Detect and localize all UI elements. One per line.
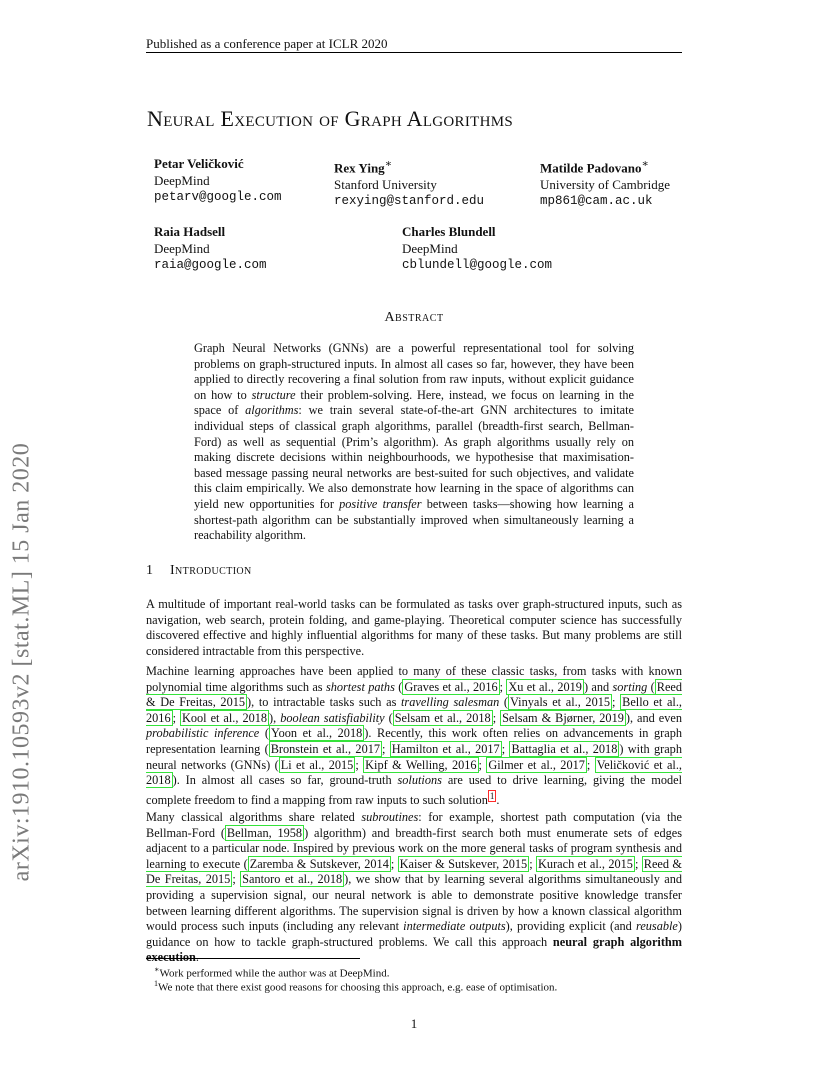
footnote-text: Work performed while the author was at DeepMind.	[159, 967, 390, 980]
author-email[interactable]: rexying@stanford.edu	[334, 194, 485, 209]
author-name: Matilde Padovano	[540, 160, 642, 176]
author-affiliation: DeepMind	[402, 240, 458, 256]
citation-link[interactable]: Veličković et al., 2018	[146, 757, 682, 788]
author-email[interactable]: mp861@cam.ac.uk	[540, 194, 653, 209]
author-affiliation: DeepMind	[154, 172, 210, 188]
citation-link[interactable]: Li et al., 2015	[280, 757, 354, 772]
author-mark: ∗	[384, 158, 393, 170]
author-name-line	[540, 156, 670, 177]
author-name-line	[334, 156, 484, 177]
author-email[interactable]: cblundell@google.com	[402, 258, 553, 272]
author-name: Rex Ying	[334, 160, 385, 176]
author-name: Raia Hadsell	[154, 224, 226, 239]
citation-link[interactable]: Kaiser & Sutskever, 2015	[399, 856, 528, 871]
section-title: Introduction	[170, 563, 252, 578]
abstract-text: Graph Neural Networks (GNNs) are a powerful representational tool for solving problems on graph-structured inputs. In almost all cases so far, however, they have been applied to directly recovering a final solution from raw inputs, without explicit guidance on how to structure their problem-solving. Here, instead, we focus on learning in the space of algorithms: we train several state-of-the-art GNN architectures to imitate individual steps of classical graph algorithms, parallel (breadth-first search, Bellman-Ford) as well as sequential (Prim’s algorithm). As graph algorithms usually rely on making discrete decisions within neighbourhoods, we hypothesise that maximisation-based message passing neural networks are best-suited for such objectives, and validate this claim empirically. We also demonstrate how learning in the space of algorithms can yield new opportunities for positive transfer between tasks—showing how learning a shortest-path algorithm can be substantially improved when simultaneously learning a reachability algorithm.	[194, 341, 635, 543]
author-name: Petar Veličković	[154, 156, 244, 171]
citation-link[interactable]: Reed & De Freitas, 2015	[146, 679, 683, 710]
citation-link[interactable]: Zaremba & Sutskever, 2014	[249, 856, 389, 871]
author-mark: ∗	[641, 158, 649, 170]
author-email[interactable]: raia@google.com	[154, 258, 267, 272]
citation-link[interactable]: Vinyals et al., 2015	[510, 695, 611, 710]
author-affiliation: Stanford University	[334, 176, 437, 192]
footnote-rule	[146, 958, 360, 959]
footnote-link[interactable]: 1	[489, 790, 495, 801]
arxiv-stamp-text: arXiv:1910.10593v2 [stat.ML] 15 Jan 2020	[8, 442, 35, 882]
citation-link[interactable]: Kipf & Welling, 2016	[365, 757, 477, 772]
citation-link[interactable]: Santoro et al., 2018	[242, 872, 343, 887]
footnote-mark: 1	[154, 979, 158, 988]
citation-link[interactable]: Kurach et al., 2015	[538, 856, 633, 871]
footnote	[154, 977, 557, 995]
intro-paragraph-3: Many classical algorithms share related subroutines: for example, shortest path computation (via the Bellman-Ford ( Bellman, 1958 ) algorithm) and breadth-first search both must enumerate sets of edges adjacent to a particular node. Inspired by previous work on the more general tasks of program synthesis and learning to execute ( Zaremba & Sutskever, 2014 ; Kaiser & Sutskever, 2015 ; Kurach et al., 2015 ; Reed & De Freitas, 2015 ; Santoro et al., 2018 ), we show that by learning several algorithms simultaneously and providing a supervision signal, our neural network is able to demonstrate positive knowledge transfer between learning different algorithms. The supervision signal is driven by how a known classical algorithm would process such inputs (including any relevant intermediate outputs), providing explicit (and reusable) guidance on how to tackle graph-structured problems. We call this approach neural graph algorithm execution.	[146, 810, 683, 965]
running-header: Published as a conference paper at ICLR 2020	[146, 36, 388, 51]
citation-link[interactable]: Bronstein et al., 2017	[270, 741, 381, 756]
citation-link[interactable]: Yoon et al., 2018	[270, 726, 363, 741]
author-block	[334, 156, 484, 210]
paper-title: Neural Execution of Graph Algorithms	[147, 106, 514, 131]
intro-paragraph-1: A multitude of important real-world tasks can be formulated as tasks over graph-structured inputs, such as navigation, web search, protein folding, and game-playing. Theoretical computer science has successfully discovered effective and highly influential algorithms for many of these tasks. But many problems are still considered intractable from this perspective.	[146, 597, 682, 658]
citation-link[interactable]: Gilmer et al., 2017	[488, 757, 585, 772]
citation-link[interactable]: Selsam et al., 2018	[394, 710, 491, 725]
citation-link[interactable]: Hamilton et al., 2017	[391, 741, 500, 756]
citation-link[interactable]: Bello et al., 2016	[146, 695, 682, 725]
citation-link[interactable]: Reed & De Freitas, 2015	[146, 856, 682, 887]
citation-link[interactable]: Bellman, 1958	[226, 825, 303, 840]
footnote-text: We note that there exist good reasons for choosing this approach, e.g. ease of optimisation.	[158, 981, 558, 994]
citation-link[interactable]: Xu et al., 2019	[508, 679, 582, 694]
citation-link[interactable]: Kool et al., 2018	[182, 710, 268, 725]
abstract-heading: Abstract	[384, 310, 444, 325]
author-name: Charles Blundell	[402, 224, 496, 239]
author-block	[402, 224, 552, 274]
citation-link[interactable]: Battaglia et al., 2018	[511, 741, 618, 756]
header-rule	[146, 52, 682, 53]
citation-link[interactable]: Selsam & Bjørner, 2019	[502, 710, 624, 725]
intro-paragraph-2: Machine learning approaches have been applied to many of these classic tasks, from tasks with known polynomial time algorithms such as shortest paths ( Graves et al., 2016 ; Xu et al., 2019 ) and sorting ( Reed & De Freitas, 2015 ), to intractable tasks such as travelling salesman ( Vinyals et al., 2015 ; Bello et al., 2016 ; Kool et al., 2018 ), boolean satisfiability ( Selsam et al., 2018 ; Selsam & Bjørner, 2019 ), and even probabilistic inference ( Yoon et al., 2018 ). Recently, this work often relies on advancements in graph representation learning ( Bronstein et al., 2017 ; Hamilton et al., 2017 ; Battaglia et al., 2018 ) with graph neural networks (GNNs) ( Li et al., 2015 ; Kipf & Welling, 2016 ; Gilmer et al., 2017 ; Veličković et al., 2018 ). In almost all cases so far, ground-truth solutions are used to drive learning, giving the model complete freedom to find a mapping from raw inputs to such solution $^1$ .	[146, 664, 683, 807]
citation-link[interactable]: Graves et al., 2016	[404, 679, 498, 694]
author-block	[540, 156, 670, 210]
section-number: 1	[146, 563, 153, 578]
footnote-mark: ∗	[154, 965, 160, 974]
section-heading	[146, 563, 252, 579]
author-affiliation: DeepMind	[154, 240, 210, 256]
author-email[interactable]: petarv@google.com	[154, 190, 282, 204]
author-block	[154, 224, 267, 274]
author-affiliation: University of Cambridge	[540, 176, 670, 192]
page-number: 1	[410, 1016, 418, 1031]
author-block	[154, 156, 282, 206]
